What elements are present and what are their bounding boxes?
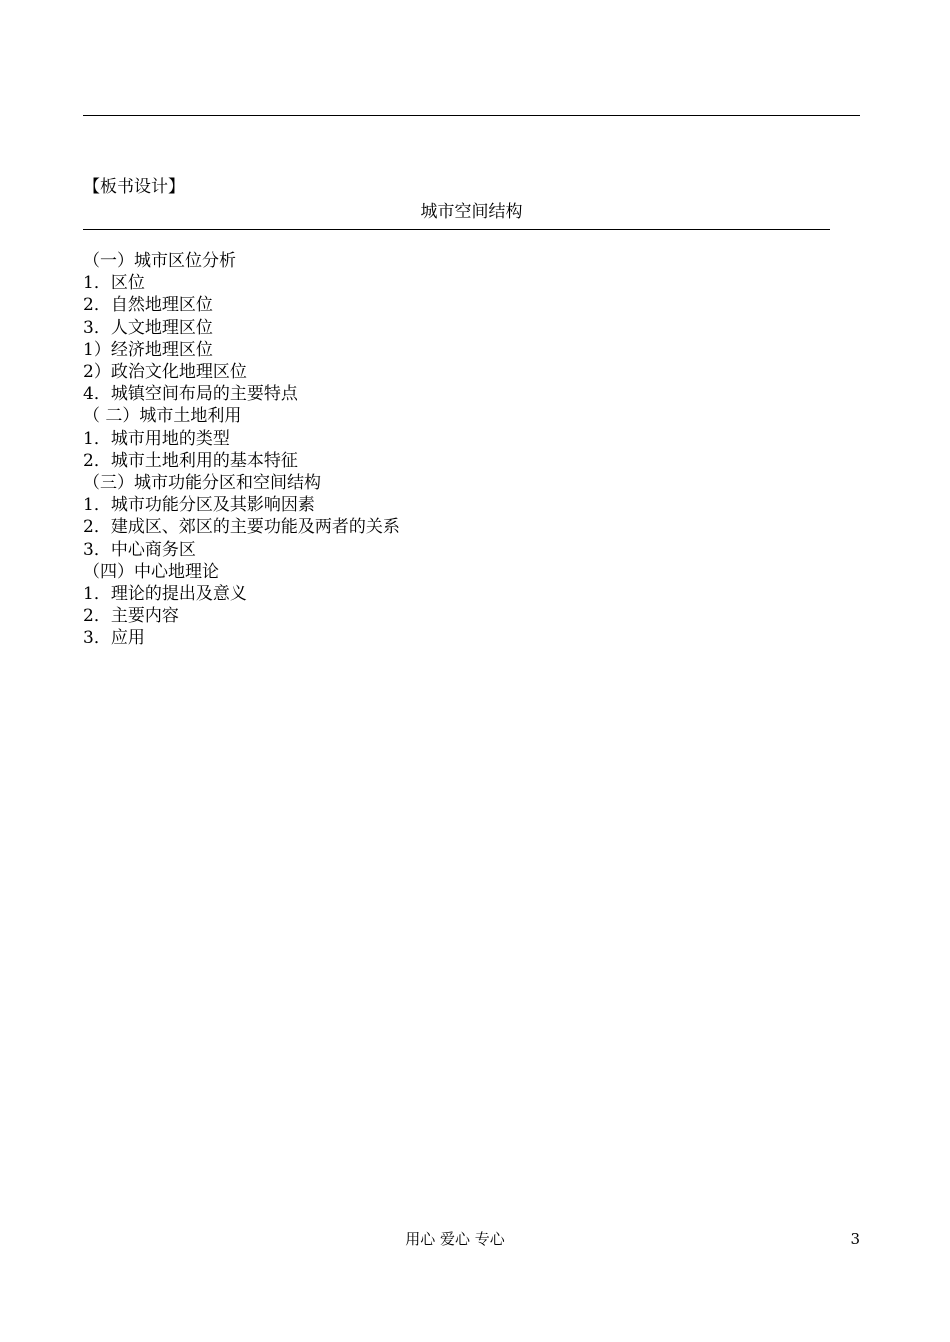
- outline-item: 1．区位: [83, 273, 145, 294]
- outline-item: 2）政治文化地理区位: [83, 362, 247, 383]
- outline-item: 3．中心商务区: [83, 539, 196, 560]
- outline-item: 4．城镇空间布局的主要特点: [83, 384, 298, 405]
- outline-item: （ 二）城市土地利用: [83, 406, 242, 427]
- section-heading: 【板书设计】: [83, 177, 185, 197]
- outline-item: （三）城市功能分区和空间结构: [83, 473, 321, 494]
- outline-item: 2．自然地理区位: [83, 295, 213, 316]
- outline-item: 1．城市用地的类型: [83, 428, 230, 449]
- outline-item: （一）城市区位分析: [83, 251, 236, 271]
- document-title: 城市空间结构: [420, 202, 523, 222]
- outline-item: 1．城市功能分区及其影响因素: [83, 495, 315, 516]
- outline-item: 1．理论的提出及意义: [83, 584, 247, 605]
- footer-motto: 用心 爱心 专心: [405, 1230, 505, 1248]
- outline-item: （四）中心地理论: [83, 561, 219, 582]
- outline-item: 3．人文地理区位: [83, 317, 213, 338]
- outline-item: 2．主要内容: [83, 606, 179, 627]
- header-rule: [83, 115, 860, 116]
- outline-item: 2．建成区、郊区的主要功能及两者的关系: [83, 517, 400, 538]
- outline-item: 2．城市土地利用的基本特征: [83, 450, 298, 471]
- page-number: 3: [850, 1230, 860, 1248]
- outline-list: [83, 250, 400, 650]
- outline-item: 1）经济地理区位: [83, 339, 213, 360]
- outline-item: 3．应用: [83, 628, 145, 649]
- title-underline: [83, 229, 830, 230]
